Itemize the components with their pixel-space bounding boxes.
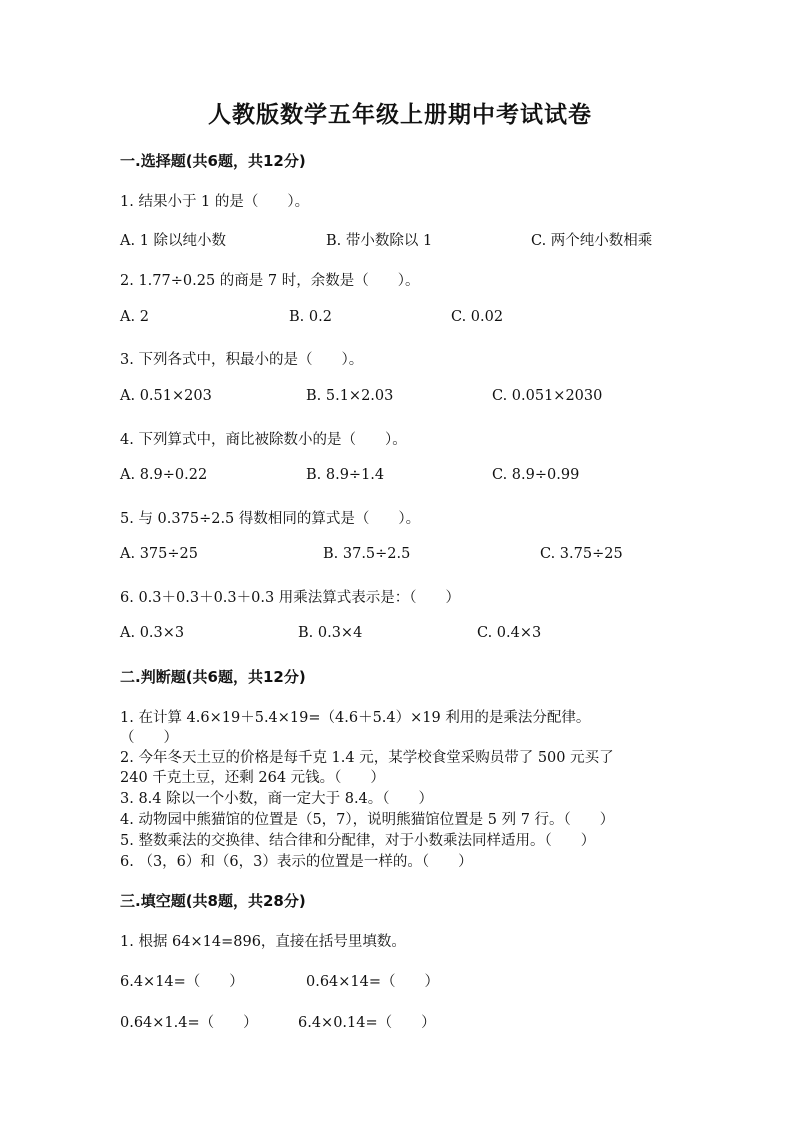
option-a: A. 2 <box>120 309 149 325</box>
statement-line: （ ） <box>120 730 178 746</box>
question-text: 3. 下列各式中，积最小的是（ ）。 <box>120 352 364 368</box>
option-c: C. 0.4×3 <box>477 625 542 641</box>
option-c: C. 3.75÷25 <box>540 546 623 562</box>
fill-item: 6.4×0.14=（ ） <box>298 1015 436 1031</box>
fill-item: 6.4×14=（ ） <box>120 974 244 990</box>
option-b: B. 0.3×4 <box>298 625 363 641</box>
option-b: B. 0.2 <box>289 309 332 325</box>
question-text: 2. 1.77÷0.25 的商是 7 时，余数是（ ）。 <box>120 273 420 289</box>
option-b: B. 带小数除以 1 <box>326 233 433 249</box>
section-heading-fill: 三.填空题(共8题，共28分) <box>120 892 306 910</box>
fill-item: 0.64×14=（ ） <box>306 974 440 990</box>
option-a: A. 1 除以纯小数 <box>120 233 227 249</box>
option-c: C. 0.051×2030 <box>492 388 603 404</box>
option-b: B. 37.5÷2.5 <box>323 546 411 562</box>
page-title: 人教版数学五年级上册期中考试试卷 <box>208 101 592 128</box>
option-c: C. 两个纯小数相乘 <box>531 233 653 249</box>
question-text: 4. 下列算式中，商比被除数小的是（ ）。 <box>120 432 407 448</box>
option-a: A. 0.51×203 <box>120 388 212 404</box>
option-b: B. 5.1×2.03 <box>306 388 394 404</box>
statement-line: 240 千克土豆，还剩 264 元钱。（ ） <box>120 770 385 786</box>
question-text: 1. 根据 64×14=896，直接在括号里填数。 <box>120 934 406 950</box>
statement-line: 2. 今年冬天土豆的价格是每千克 1.4 元，某学校食堂采购员带了 500 元买了 <box>120 750 614 766</box>
statement-line: 5. 整数乘法的交换律、结合律和分配律，对于小数乘法同样适用。（ ） <box>120 833 596 849</box>
statement-line: 1. 在计算 4.6×19＋5.4×19=（4.6＋5.4）×19 利用的是乘法分配律。 <box>120 710 591 726</box>
statement-line: 6. （3，6）和（6，3）表示的位置是一样的。（ ） <box>120 854 473 870</box>
option-a: A. 0.3×3 <box>120 625 185 641</box>
option-c: C. 0.02 <box>451 309 504 325</box>
question-text: 1. 结果小于 1 的是（ ）。 <box>120 194 310 210</box>
statement-line: 3. 8.4 除以一个小数，商一定大于 8.4。（ ） <box>120 791 434 807</box>
option-a: A. 8.9÷0.22 <box>120 467 208 483</box>
question-text: 5. 与 0.375÷2.5 得数相同的算式是（ ）。 <box>120 511 421 527</box>
question-text: 6. 0.3＋0.3＋0.3＋0.3 用乘法算式表示是：（ ） <box>120 590 461 606</box>
option-c: C. 8.9÷0.99 <box>492 467 580 483</box>
option-b: B. 8.9÷1.4 <box>306 467 385 483</box>
section-heading-choice: 一.选择题(共6题，共12分) <box>120 152 306 170</box>
statement-line: 4. 动物园中熊猫馆的位置是（5，7），说明熊猫馆位置是 5 列 7 行。（ ） <box>120 812 615 828</box>
section-heading-judgement: 二.判断题(共6题，共12分) <box>120 668 306 686</box>
fill-item: 0.64×1.4=（ ） <box>120 1015 258 1031</box>
option-a: A. 375÷25 <box>120 546 198 562</box>
